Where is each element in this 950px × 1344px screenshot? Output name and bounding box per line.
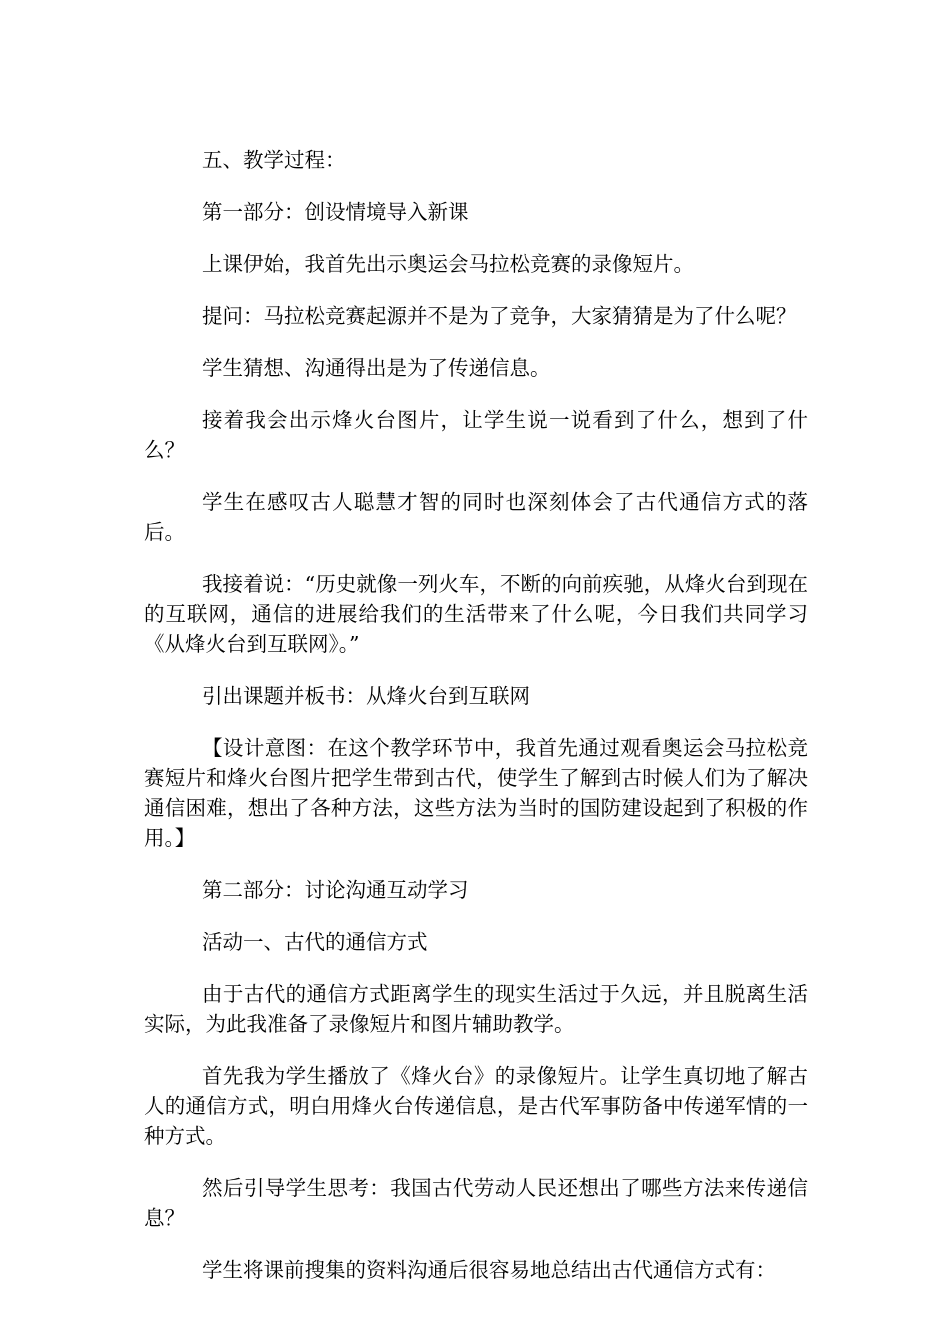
- paragraph: 上课伊始，我首先出示奥运会马拉松竞赛的录像短片。: [202, 252, 694, 276]
- paragraph: 学生猜想、沟通得出是为了传递信息。: [202, 356, 551, 380]
- paragraph: 学生将课前搜集的资料沟通后很容易地总结出古代通信方式有：: [202, 1258, 776, 1282]
- paragraph: 首先我为学生播放了《烽火台》的录像短片。让学生真切地了解古人的通信方式，明白用烽火台传递信息，是古代军事防备中传递军情的一种方式。: [144, 1064, 808, 1148]
- paragraph: 接着我会出示烽火台图片，让学生说一说看到了什么，想到了什么？: [144, 408, 808, 462]
- part-one-heading: 第一部分：创设情境导入新课: [202, 200, 469, 224]
- section-heading-teaching-process: 五、教学过程：: [202, 148, 346, 172]
- paragraph-quote: 我接着说：“历史就像一列火车，不断的向前疾驰，从烽火台到现在的互联网，通信的进展给我们的生活带来了什么呢，今日我们共同学习《从烽火台到互联网》。”: [144, 572, 808, 656]
- document-body: [144, 145, 808, 1307]
- paragraph: 提问：马拉松竞赛起源并不是为了竞争，大家猜猜是为了什么呢？: [202, 304, 797, 328]
- paragraph: 引出课题并板书：从烽火台到互联网: [202, 684, 530, 708]
- design-intent-note: 【设计意图：在这个教学环节中，我首先通过观看奥运会马拉松竞赛短片和烽火台图片把学生带到古代，使学生了解到古时候人们为了解决通信困难，想出了各种方法，这些方法为当时的国防建设起到了积极的作用。】: [144, 736, 808, 850]
- paragraph: 然后引导学生思考：我国古代劳动人民还想出了哪些方法来传递信息？: [144, 1176, 808, 1230]
- activity-one-heading: 活动一、古代的通信方式: [202, 930, 428, 954]
- paragraph: 由于古代的通信方式距离学生的现实生活过于久远，并且脱离生活实际，为此我准备了录像短片和图片辅助教学。: [144, 982, 808, 1036]
- paragraph: 学生在感叹古人聪慧才智的同时也深刻体会了古代通信方式的落后。: [144, 490, 808, 544]
- part-two-heading: 第二部分：讨论沟通互动学习: [202, 878, 469, 902]
